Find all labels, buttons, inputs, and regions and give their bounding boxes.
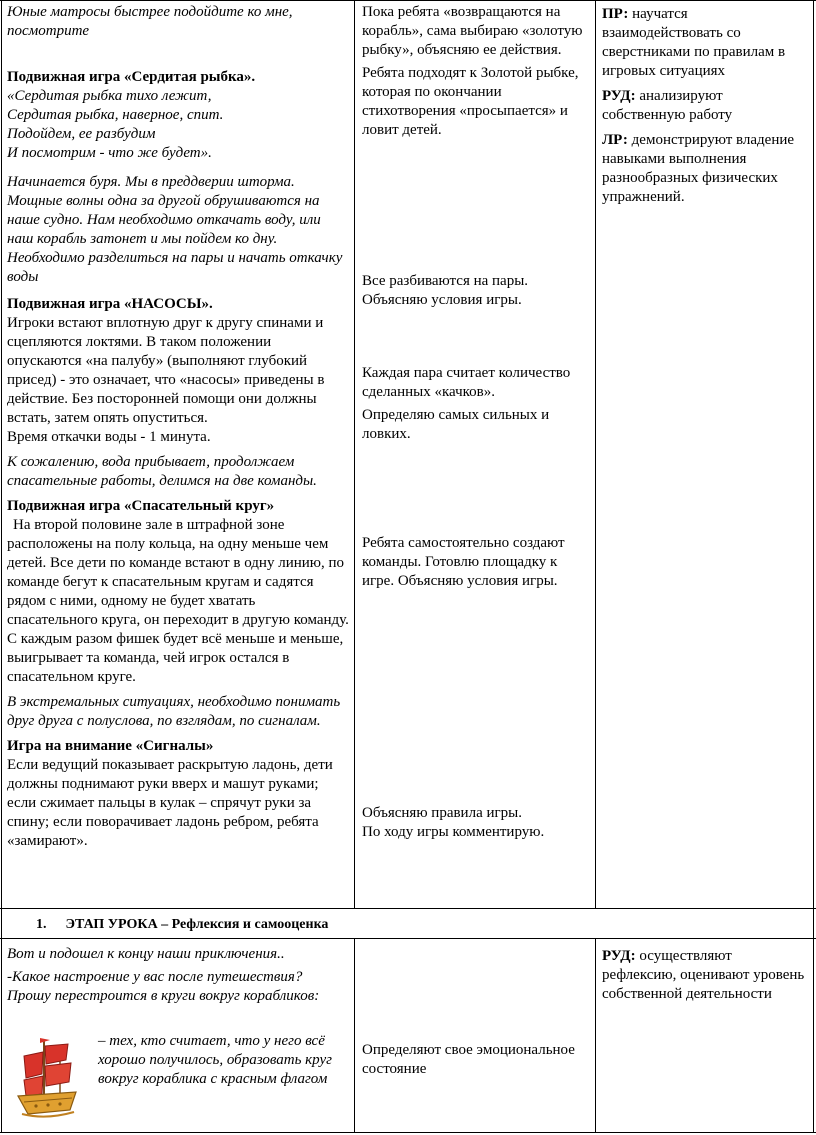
outcome-rud	[602, 947, 808, 1004]
game3-title: Подвижная игра «Спасательный круг»	[7, 498, 275, 514]
row-divider	[0, 908, 816, 909]
game1-poem-line: Подойдем, ее разбудим	[7, 126, 156, 142]
outcome-text: научатся взаимодействовать со сверстниками по правилам в игровых ситуациях	[602, 6, 786, 79]
table-border-left	[1, 0, 2, 1133]
teacher-note: Ребята подходят к Золотой рыбке, которая по окончании стихотворения «просыпается» и ловит детей.	[362, 65, 579, 138]
table-border-right	[813, 0, 814, 1133]
extreme-text: В экстремальных ситуациях, необходимо понимать друг друга с полуслова, по взглядам, по сигналам.	[7, 694, 341, 729]
game4-title: Игра на внимание «Сигналы»	[7, 738, 214, 754]
ship-illustration	[16, 1036, 78, 1120]
stage-title: ЭТАП УРОКА – Рефлексия и самооценка	[65, 917, 329, 932]
teacher-note: Определяю самых сильных и ловких.	[362, 407, 550, 442]
game1-poem-line: «Сердитая рыбка тихо лежит,	[7, 88, 212, 104]
game2-text: Игроки встают вплотную друг к другу спинами и сцепляются локтями. В таком положении опускаются «на палубу» (выполняют глубокий присед) - это означает, что «насосы» приведены в действие. Без посторонней помощи они должны встать, затем опять опуститься.	[7, 315, 325, 426]
teacher-cell	[362, 272, 590, 310]
teacher-note: Все разбиваются на пары. Объясняю условия игры.	[362, 273, 529, 308]
reflection-question: -Какое настроение у вас после путешествия? Прошу перестроится в круги вокруг корабликов:	[7, 969, 320, 1004]
col-divider	[354, 0, 355, 908]
game2-time: Время откачки воды - 1 минута.	[7, 429, 211, 445]
stage-heading	[36, 915, 736, 934]
reflection-instruction: – тех, кто считает, что у него всё хорошо получилось, образовать круг вокруг кораблика с красным флагом	[98, 1033, 332, 1087]
game1-title: Подвижная игра «Сердитая рыбка».	[7, 69, 256, 85]
outcome-label: ПР:	[602, 6, 629, 22]
state-cell	[362, 1041, 590, 1079]
game1-poem-line: Сердитая рыбка, наверное, спит.	[7, 107, 224, 123]
row-divider	[0, 938, 816, 939]
teacher-cell	[362, 364, 590, 444]
outcome-text: демонстрируют владение навыками выполнения разнообразных физических упражнений.	[602, 132, 795, 205]
teacher-cell	[362, 3, 590, 140]
teacher-cell	[362, 804, 590, 842]
game1-poem-line: И посмотрим - что же будет».	[7, 145, 212, 161]
outcome-text: осуществляют рефлексию, оценивают уровень собственной деятельности	[602, 948, 805, 1002]
teacher-note: Объясняю правила игры.	[362, 805, 522, 821]
outcome-pr	[602, 5, 808, 81]
outcome-label: РУД:	[602, 948, 636, 964]
reflection-cell	[7, 945, 349, 1006]
col-divider	[595, 938, 596, 1133]
teacher-note: По ходу игры комментирую.	[362, 824, 545, 840]
outcomes-cell	[602, 5, 808, 207]
teacher-note: Каждая пара считает количество сделанных «качков».	[362, 365, 571, 400]
teacher-cell	[362, 534, 590, 591]
game2-title: Подвижная игра «НАСОСЫ».	[7, 296, 213, 312]
game4-text: Если ведущий показывает раскрытую ладонь, дети должны поднимают руки вверх и машут руками; если сжимает пальцы в кулак – спрячут руки за спину; если поворачивает ладонь ребром, ребята «замирают».	[7, 757, 333, 849]
storm-text: Начинается буря. Мы в преддверии шторма. Мощные волны одна за другой обрушиваются на наше судно. Нам необходимо откачать воду, или наш корабль затонет и мы пойдем ко дну. Необходимо разделиться на пары и начать откачку воды	[7, 174, 343, 285]
state-text: Определяют свое эмоциональное состояние	[362, 1042, 575, 1077]
outcome-text: анализируют собственную работу	[602, 88, 733, 123]
reflection-text: Вот и подошел к концу наши приключения..	[7, 946, 285, 962]
game3-text: На второй половине зале в штрафной зоне расположены на полу кольца, на одну меньше чем детей. Все дети по команде встают в одну линию, по команде бегут к спасательным кругам и садятся рядом с ними, одному не будет хватать спасательного круга, он переходит в другую команду. С каждым разом фишек будет всё меньше и меньше, выигрывает та команда, чей игрок остался в спасательном круге.	[7, 517, 349, 685]
table-border-top	[0, 0, 816, 1]
outcome-label: ЛР:	[602, 132, 628, 148]
teacher-note: Ребята самостоятельно создают команды. Готовлю площадку к игре. Объясняю условия игры.	[362, 535, 565, 589]
outcome-rud	[602, 87, 808, 125]
reflection-outcome-cell	[602, 947, 808, 1004]
table-border-bottom	[0, 1132, 816, 1133]
stage-number: 1.	[36, 917, 47, 932]
teacher-note: Пока ребята «возвращаются на корабль», сама выбираю «золотую рыбку», объясняю ее действия.	[362, 4, 583, 58]
reflection-cell	[98, 1032, 350, 1089]
activity-cell	[7, 3, 349, 851]
regret-text: К сожалению, вода прибывает, продолжаем спасательные работы, делимся на две команды.	[7, 454, 317, 489]
outcome-lr	[602, 131, 808, 207]
outcome-label: РУД:	[602, 88, 636, 104]
col-divider	[595, 0, 596, 908]
intro-text: Юные матросы быстрее подойдите ко мне, посмотрите	[7, 4, 293, 39]
col-divider	[354, 938, 355, 1133]
